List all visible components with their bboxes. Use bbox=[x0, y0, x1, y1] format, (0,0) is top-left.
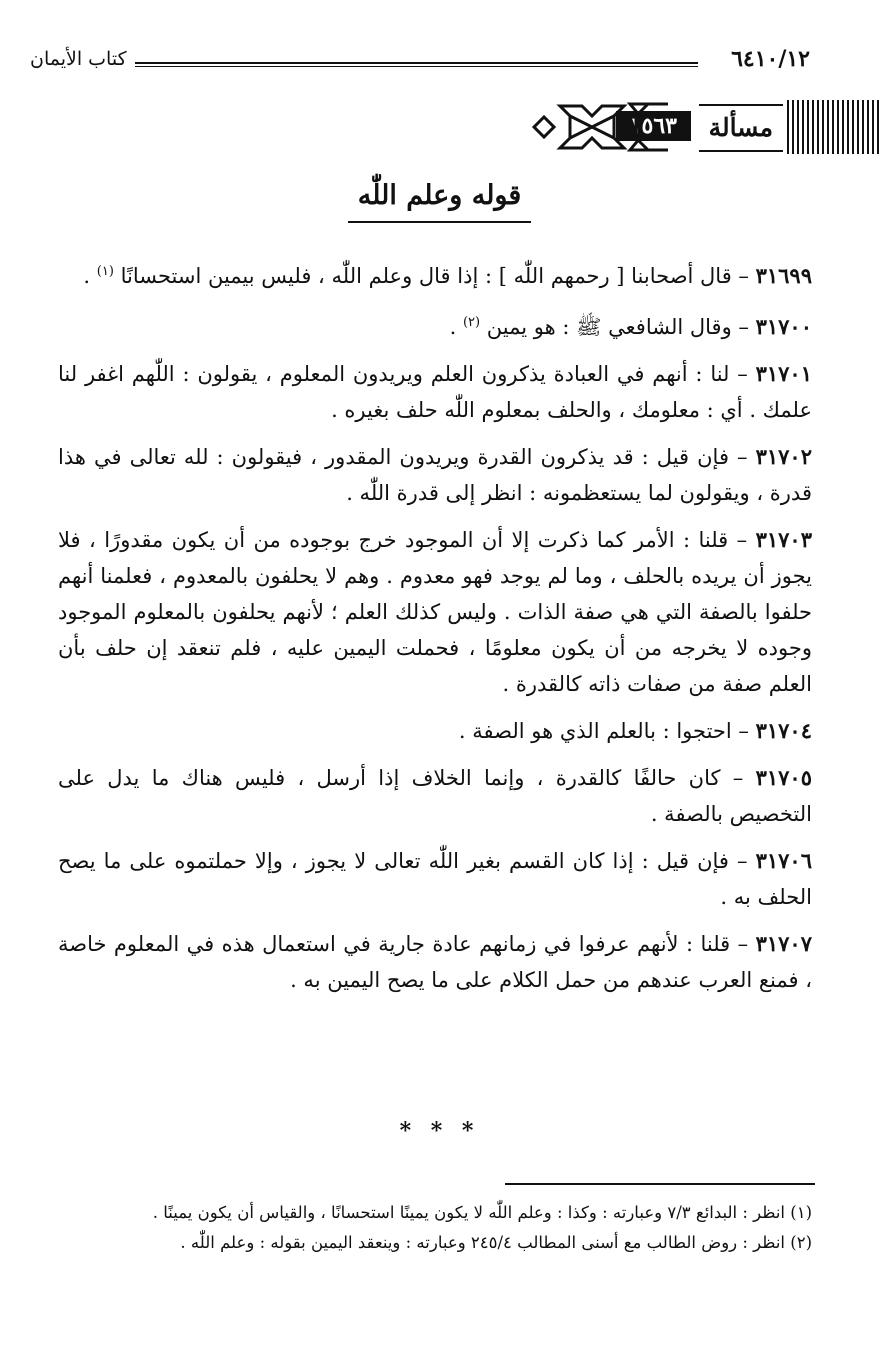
section-separator: * * * bbox=[399, 1118, 480, 1144]
page-reference: ٦٤١٠/١٢ bbox=[731, 46, 810, 72]
section-title: قوله وعلم اللّٰه bbox=[348, 180, 532, 223]
paragraph-text: فإن قيل : قد يذكرون القدرة ويريدون المقدور ، فيقولون : لله تعالى في هذا قدرة ، ويقولون لما يستعظمونه : انظر إلى قدرة اللّٰه . bbox=[58, 445, 812, 505]
header-rule bbox=[135, 62, 698, 67]
running-header bbox=[30, 44, 810, 84]
footnotes bbox=[40, 1198, 812, 1258]
paragraph: ٣١٧٠٥ – كان حالفًا كالقدرة ، وإنما الخلاف إذا أرسل ، فليس هناك ما يدل على التخصيص بالصفة . bbox=[58, 765, 812, 826]
paragraph-text: فإن قيل : إذا كان القسم بغير اللّٰه تعالى لا يجوز ، وإلا حملتموه على ما يصح الحلف به . bbox=[58, 849, 812, 909]
paragraph-text: قلنا : لأنهم عرفوا في زمانهم عادة جارية في استعمال هذه في المعلوم خاصة ، فمنع العرب عندهم من حمل الكلام على ما يصح اليمين به . bbox=[58, 932, 812, 992]
paragraph: ٣١٧٠٧ – قلنا : لأنهم عرفوا في زمانهم عادة جارية في استعمال هذه في المعلوم خاصة ، فمنع العرب عندهم من حمل الكلام على ما يصح اليمين به . bbox=[58, 931, 812, 992]
paragraph-number: ٣١٧٠٤ bbox=[755, 718, 812, 743]
masala-label: مسألة bbox=[699, 104, 783, 152]
paragraph: ٣١٧٠٣ – قلنا : الأمر كما ذكرت إلا أن الموجود خرج بوجوده من أن يكون مقدورًا ، فلا يجوز أن يريده بالحلف ، وما لم يوجد فهو معدوم . وهم لا يحلفون بالمعدوم ، فعلمنا أنهم حلفوا بالصفة التي هي صفة الذات . وليس كذلك العلم ؛ لأنهم يحلفون بالمعلوم الموجود وجوده لا يخرجه من أن يكون معلومًا ، فحملت اليمين عليه ، فلم تنعقد إن حلف بأن العلم صفة من صفات ذاته كالقدرة . bbox=[58, 527, 812, 696]
footnote-ref: (٢) bbox=[462, 315, 481, 330]
paragraph-number: ٣١٧٠١ bbox=[755, 361, 812, 386]
paragraph-text: احتجوا : بالعلم الذي هو الصفة . bbox=[458, 719, 732, 743]
masala-banner bbox=[0, 98, 879, 158]
paragraph: ٣١٧٠٠ – وقال الشافعي ﷺ : هو يمين $^{(٢)}$ . bbox=[449, 314, 812, 339]
footnote-ref: (١) bbox=[96, 264, 114, 279]
paragraph-number: ٣١٧٠٣ bbox=[755, 527, 812, 552]
paragraph-number: ٣١٧٠٢ bbox=[755, 444, 812, 469]
masala-number: ١٥٦٣ bbox=[616, 111, 691, 141]
paragraph-text: وقال الشافعي ﷺ : هو يمين bbox=[486, 315, 732, 339]
paragraph-tail: . bbox=[449, 315, 463, 339]
book-title: كتاب الأيمان bbox=[30, 48, 127, 70]
paragraph-text: كان حالفًا كالقدرة ، وإنما الخلاف إذا أرسل ، فليس هناك ما يدل على التخصيص بالصفة . bbox=[58, 766, 812, 826]
paragraph-text: لنا : أنهم في العبادة يذكرون العلم ويريدون المعلوم ، يقولون : اللّٰهم اغفر لنا علمك . أي : معلومك ، والحلف بمعلوم اللّٰه حلف بغيره . bbox=[58, 362, 812, 422]
paragraph-number: ٣١٦٩٩ bbox=[755, 263, 812, 288]
knot-ornament-icon bbox=[530, 98, 670, 156]
paragraph-number: ٣١٧٠٠ bbox=[755, 314, 812, 339]
footnote-2: (٢) انظر : روض الطالب مع أسنى المطالب ٢٤٥/٤ وعبارته : وينعقد اليمين بقوله : وعلم اللّٰه . bbox=[180, 1233, 812, 1252]
paragraph-number: ٣١٧٠٧ bbox=[755, 931, 812, 956]
paragraph: ٣١٧٠٤ – احتجوا : بالعلم الذي هو الصفة . bbox=[458, 718, 812, 743]
paragraph-number: ٣١٧٠٥ bbox=[755, 765, 812, 790]
paragraph: ٣١٧٠١ – لنا : أنهم في العبادة يذكرون العلم ويريدون المعلوم ، يقولون : اللّٰهم اغفر لنا علمك . أي : معلومك ، والحلف بمعلوم اللّٰه حلف بغيره . bbox=[58, 361, 812, 422]
paragraph: ٣١٧٠٦ – فإن قيل : إذا كان القسم بغير اللّٰه تعالى لا يجوز ، وإلا حملتموه على ما يصح الحلف به . bbox=[58, 848, 812, 909]
paragraph-text: قلنا : الأمر كما ذكرت إلا أن الموجود خرج بوجوده من أن يكون مقدورًا ، فلا يجوز أن يريده بالحلف ، وما لم يوجد فهو معدوم . وهم لا يحلفون بالمعدوم ، فعلمنا أنهم حلفوا بالصفة التي هي صفة الذات . وليس كذلك العلم ؛ لأنهم يحلفون بالمعلوم الموجود وجوده لا يخرجه من أن يكون معلومًا ، فحملت اليمين عليه ، فلم تنعقد إن حلف بأن العلم صفة من صفات ذاته كالقدرة . bbox=[58, 528, 812, 696]
paragraph-text: قال أصحابنا [ رحمهم اللّٰه ] : إذا قال وعلم اللّٰه ، فليس بيمين استحسانًا bbox=[120, 264, 732, 288]
paragraph-number: ٣١٧٠٦ bbox=[755, 848, 812, 873]
hatch-ornament bbox=[787, 100, 879, 154]
section-title-wrap bbox=[0, 180, 879, 223]
paragraph-tail: . bbox=[83, 264, 97, 288]
footnote-1: (١) انظر : البدائع ٧/٣ وعبارته : وكذا : وعلم اللّٰه لا يكون يمينًا استحسانًا ، والقياس أن يكون يمينًا . bbox=[152, 1203, 812, 1222]
footnote-rule bbox=[505, 1183, 815, 1185]
paragraph: ٣١٧٠٢ – فإن قيل : قد يذكرون القدرة ويريدون المقدور ، فيقولون : لله تعالى في هذا قدرة ، ويقولون لما يستعظمونه : انظر إلى قدرة اللّٰه . bbox=[58, 444, 812, 505]
paragraph: ٣١٦٩٩ – قال أصحابنا [ رحمهم اللّٰه ] : إذا قال وعلم اللّٰه ، فليس بيمين استحسانًا $^{(١)}$ . bbox=[83, 263, 812, 288]
body-text bbox=[58, 254, 812, 1009]
